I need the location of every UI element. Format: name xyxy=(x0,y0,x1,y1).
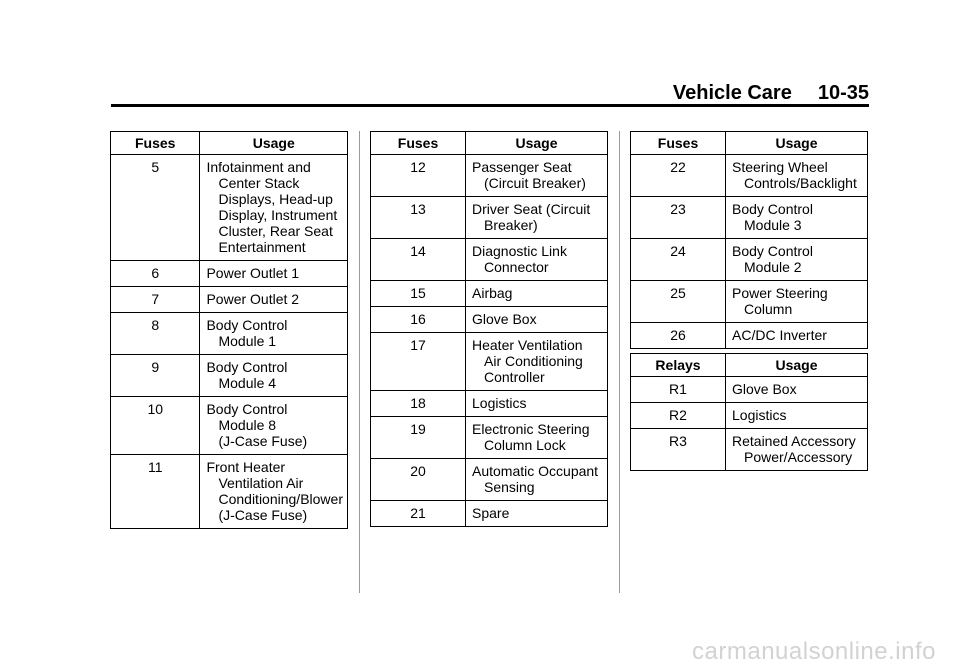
column-divider xyxy=(619,131,620,593)
usage-line: Steering Wheel xyxy=(732,159,828,175)
relay-table xyxy=(630,353,868,471)
table-row xyxy=(371,391,608,417)
table-row xyxy=(631,281,868,323)
fuse-number: 19 xyxy=(371,417,466,459)
table-row xyxy=(371,501,608,527)
usage-line: Body Control xyxy=(732,243,813,259)
fuse-usage xyxy=(200,261,348,287)
table-row xyxy=(371,239,608,281)
usage-line: Power Outlet 2 xyxy=(206,291,300,307)
table-row xyxy=(631,239,868,281)
fuse-number: R2 xyxy=(631,403,726,429)
usage-line: Airbag xyxy=(472,285,513,301)
usage-line: Module 4 xyxy=(218,375,277,391)
header-rule xyxy=(111,104,869,107)
usage-line: Displays, Head-up xyxy=(218,191,333,207)
fuse-number: 22 xyxy=(631,155,726,197)
column-header-usage: Usage xyxy=(726,132,868,155)
table-header-row xyxy=(111,132,348,155)
usage-line: Module 8 xyxy=(218,417,277,433)
table-row xyxy=(111,261,348,287)
fuse-usage xyxy=(726,323,868,349)
fuse-number: 21 xyxy=(371,501,466,527)
usage-line: Glove Box xyxy=(472,311,537,327)
table-header-row xyxy=(631,354,868,377)
usage-line: (J-Case Fuse) xyxy=(218,433,308,449)
usage-line: Conditioning/Blower xyxy=(218,491,343,507)
usage-line: Center Stack xyxy=(218,175,300,191)
usage-line: Ventilation Air xyxy=(218,475,304,491)
fuse-usage xyxy=(466,333,608,391)
usage-line: Sensing xyxy=(484,479,535,495)
fuse-number: 6 xyxy=(111,261,200,287)
table-row xyxy=(111,313,348,355)
fuse-usage xyxy=(726,281,868,323)
usage-line: Spare xyxy=(472,505,510,521)
fuse-number: 25 xyxy=(631,281,726,323)
table-row xyxy=(631,377,868,403)
usage-line: Module 3 xyxy=(744,217,802,233)
section-title: Vehicle Care xyxy=(672,82,792,104)
usage-line: Logistics xyxy=(732,407,787,423)
column-header-id: Relays xyxy=(631,354,726,377)
fuse-number: 14 xyxy=(371,239,466,281)
watermark: carmanualsonline.info xyxy=(692,638,936,665)
fuse-number: R1 xyxy=(631,377,726,403)
usage-line: Cluster, Rear Seat xyxy=(218,223,333,239)
fuse-number: 13 xyxy=(371,197,466,239)
fuse-usage xyxy=(200,313,348,355)
usage-line: Air Conditioning xyxy=(484,353,583,369)
usage-line: Diagnostic Link xyxy=(472,243,567,259)
fuse-number: R3 xyxy=(631,429,726,471)
fuse-usage xyxy=(466,281,608,307)
fuse-number: 17 xyxy=(371,333,466,391)
column-header-id: Fuses xyxy=(111,132,200,155)
fuse-number: 23 xyxy=(631,197,726,239)
fuse-usage xyxy=(466,197,608,239)
fuse-usage xyxy=(466,417,608,459)
table-row xyxy=(371,155,608,197)
column-header-usage: Usage xyxy=(726,354,868,377)
table-row xyxy=(631,323,868,349)
fuse-usage xyxy=(726,377,868,403)
fuse-usage xyxy=(200,397,348,455)
page-header xyxy=(673,82,869,105)
fuse-number: 9 xyxy=(111,355,200,397)
table-row xyxy=(371,459,608,501)
table-row xyxy=(371,307,608,333)
table-row xyxy=(631,197,868,239)
usage-line: Body Control xyxy=(206,401,288,417)
page-number: 10-35 xyxy=(817,82,869,104)
fuse-usage xyxy=(200,355,348,397)
usage-line: Body Control xyxy=(206,359,288,375)
usage-line: Glove Box xyxy=(732,381,797,397)
usage-line: Display, Instrument xyxy=(218,207,338,223)
column-divider xyxy=(359,131,360,593)
fuse-usage xyxy=(466,391,608,417)
usage-line: Front Heater xyxy=(206,459,286,475)
usage-line: Controls/Backlight xyxy=(744,175,857,191)
usage-line: Controller xyxy=(484,369,545,385)
usage-line: Infotainment and xyxy=(206,159,311,175)
fuse-usage xyxy=(200,455,348,529)
column-header-usage: Usage xyxy=(466,132,608,155)
usage-line: Automatic Occupant xyxy=(472,463,599,479)
column-header-usage: Usage xyxy=(200,132,348,155)
table-row xyxy=(371,333,608,391)
table-row xyxy=(111,155,348,261)
fuse-usage xyxy=(466,155,608,197)
usage-line: Module 1 xyxy=(218,333,277,349)
usage-line: Breaker) xyxy=(484,217,538,233)
fuse-usage xyxy=(466,239,608,281)
table-row xyxy=(371,281,608,307)
table-row xyxy=(631,403,868,429)
table-row xyxy=(371,417,608,459)
fuse-usage xyxy=(726,403,868,429)
fuse-table-1 xyxy=(110,131,348,529)
usage-line: Connector xyxy=(484,259,549,275)
usage-line: Body Control xyxy=(732,201,813,217)
usage-line: Power/Accessory xyxy=(744,449,853,465)
usage-line: Retained Accessory xyxy=(732,433,856,449)
column-header-id: Fuses xyxy=(371,132,466,155)
usage-line: (J-Case Fuse) xyxy=(218,507,308,523)
fuse-number: 8 xyxy=(111,313,200,355)
fuse-number: 16 xyxy=(371,307,466,333)
fuse-usage xyxy=(726,429,868,471)
fuse-number: 18 xyxy=(371,391,466,417)
table-row xyxy=(111,287,348,313)
fuse-usage xyxy=(726,155,868,197)
fuse-usage xyxy=(466,501,608,527)
fuse-number: 20 xyxy=(371,459,466,501)
usage-line: Passenger Seat xyxy=(472,159,572,175)
table-row xyxy=(371,197,608,239)
table-row xyxy=(631,155,868,197)
usage-line: Heater Ventilation xyxy=(472,337,583,353)
table-header-row xyxy=(631,132,868,155)
fuse-usage xyxy=(200,287,348,313)
table-row xyxy=(111,397,348,455)
fuse-number: 26 xyxy=(631,323,726,349)
fuse-usage xyxy=(200,155,348,261)
table-row xyxy=(111,355,348,397)
fuse-number: 12 xyxy=(371,155,466,197)
fuse-usage xyxy=(726,239,868,281)
usage-line: Power Steering xyxy=(732,285,828,301)
fuse-number: 24 xyxy=(631,239,726,281)
usage-line: Entertainment xyxy=(218,239,306,255)
usage-line: Body Control xyxy=(206,317,288,333)
fuse-usage xyxy=(466,307,608,333)
fuse-number: 7 xyxy=(111,287,200,313)
usage-line: Power Outlet 1 xyxy=(206,265,300,281)
fuse-table-3 xyxy=(630,131,868,349)
fuse-number: 15 xyxy=(371,281,466,307)
usage-line: Logistics xyxy=(472,395,527,411)
usage-line: Electronic Steering xyxy=(472,421,590,437)
fuse-number: 5 xyxy=(111,155,200,261)
usage-line: Module 2 xyxy=(744,259,802,275)
table-header-row xyxy=(371,132,608,155)
table-row xyxy=(111,455,348,529)
usage-line: Driver Seat (Circuit xyxy=(472,201,591,217)
fuse-number: 11 xyxy=(111,455,200,529)
usage-line: Column Lock xyxy=(484,437,566,453)
fuse-table-2 xyxy=(370,131,608,527)
fuse-usage xyxy=(726,197,868,239)
table-row xyxy=(631,429,868,471)
column-header-id: Fuses xyxy=(631,132,726,155)
usage-line: AC/DC Inverter xyxy=(732,327,827,343)
usage-line: Column xyxy=(744,301,793,317)
fuse-number: 10 xyxy=(111,397,200,455)
usage-line: (Circuit Breaker) xyxy=(484,175,586,191)
fuse-usage xyxy=(466,459,608,501)
